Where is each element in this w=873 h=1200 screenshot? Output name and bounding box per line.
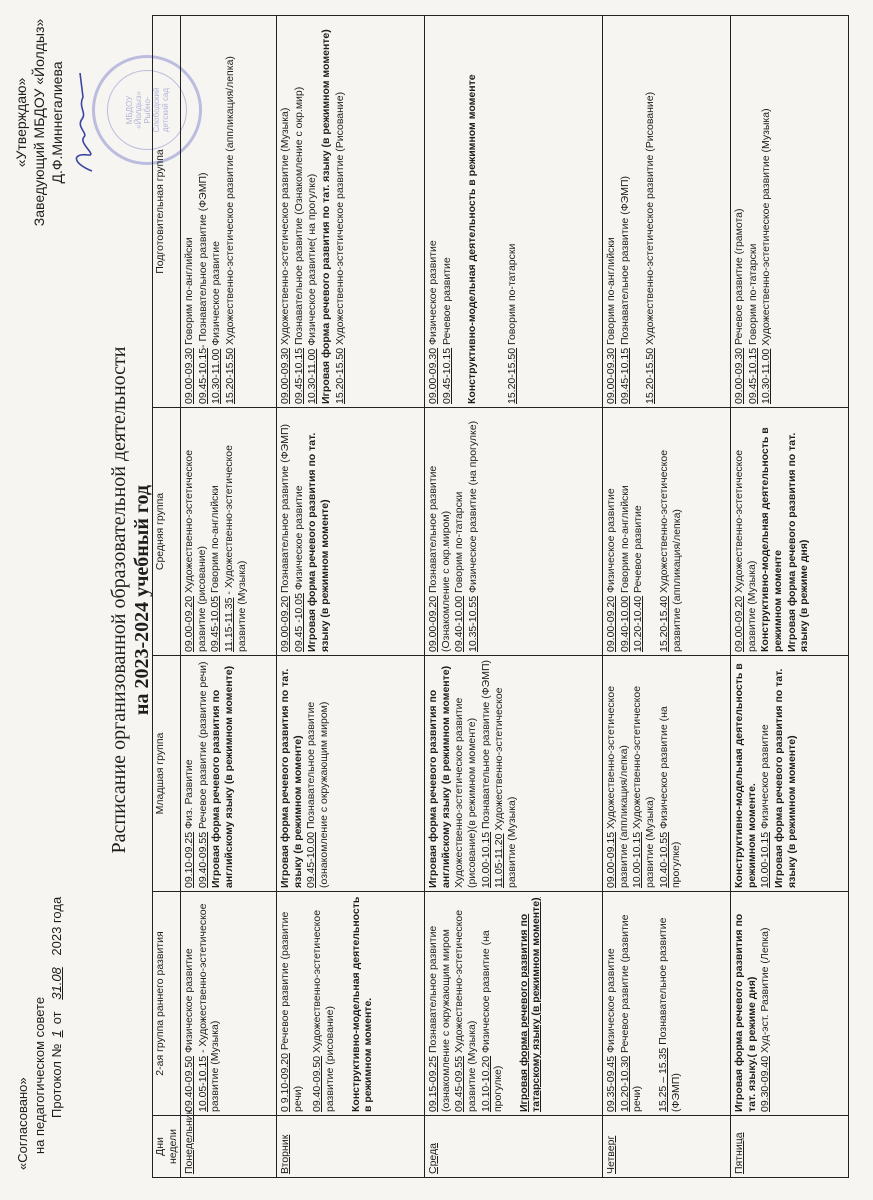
- table-row: [181, 16, 277, 1178]
- schedule-entry: 09.45-10.15 Познавательное развитие (Ознакомление с окр.мир): [292, 86, 305, 404]
- schedule-entry: 10.30-11.00 Физическое развитие: [210, 241, 223, 404]
- schedule-entry: 09.00-09.20 Художественно-эстетическое развитие (рисование): [183, 449, 208, 652]
- schedule-entry: 09.30-09.40 Худ-эст. Развитие (Лепка): [759, 927, 772, 1112]
- schedule-entry: 09.00-09.15 Художественно-эстетическое развитие (аппликация/лепка): [605, 685, 630, 888]
- day-cell: Среда: [425, 1116, 603, 1178]
- prep-group-cell: [425, 16, 603, 408]
- schedule-entry: 10.30-11.00 Физическое развитие( на прогулке): [306, 173, 319, 404]
- approved-label: «Утверждаю»: [13, 77, 29, 168]
- middle-group-cell: [181, 408, 277, 656]
- day-cell: Пятница: [731, 1116, 849, 1178]
- prep-group-cell: [603, 16, 731, 408]
- schedule-entry: 15.20-15.50 Художественно-эстетическое развитие (аппликация/лепка): [223, 56, 236, 404]
- early-group-cell: [731, 892, 849, 1116]
- day-cell: Четверг: [603, 1116, 731, 1178]
- schedule-entry: 10.10-10.20 Физическое развитие (на прогулке): [479, 930, 505, 1112]
- junior-group-cell: [181, 656, 277, 892]
- schedule-entry: 09.45-10.15 Познавательное развитие (ФЭМП): [618, 175, 631, 404]
- agreement-block: [14, 897, 65, 1170]
- schedule-entry: 10.35-10.55 Физическое развитие (на прогулке): [466, 420, 479, 652]
- approval-block: [12, 10, 102, 235]
- schedule-entry: 15.20-15.50 Художественно-эстетическое развитие (Рисование): [644, 91, 657, 404]
- schedule-entry: 09.45-10.15 Говорим по-татарски: [746, 243, 759, 404]
- schedule-entry: 09.00-09.30 Речевое развитие (грамота): [733, 208, 746, 404]
- protocol-year: 2023 года: [49, 896, 64, 956]
- schedule-entry: 10.00-10.15 Физическое развитие: [759, 724, 772, 888]
- schedule-entry: Конструктивно-модельная деятельность в режимном моменте.: [349, 896, 375, 1112]
- schedule-entry: 09.40-09.50 Физическое развитие: [183, 948, 196, 1112]
- day-cell: Вторник: [277, 1116, 425, 1178]
- junior-group-cell: [425, 656, 603, 892]
- schedule-entry: Игровая форма речевого развития по татарскому языку (в режимном моменте): [517, 897, 543, 1112]
- schedule-entry: 09.00-09.30 Говорим по-английски: [605, 237, 618, 404]
- junior-group-cell: [603, 656, 731, 892]
- middle-group-cell: [425, 408, 603, 656]
- schedule-entry: 09.00-09.20 Художественно-эстетическое развитие (Музыка): [733, 449, 758, 652]
- middle-group-cell: [603, 408, 731, 656]
- schedule-entry: 0 9.10-09.20 Речевое развитие (развитие речи): [279, 911, 304, 1112]
- protocol-from: от: [49, 1011, 64, 1025]
- schedule-entry: 10.00-10.15 Познавательное развитие (ФЭМП): [479, 659, 492, 888]
- schedule-entry: Игровая форма речевого развития по тат. языку (в режимном моменте): [279, 668, 304, 888]
- middle-group-cell: [277, 408, 425, 656]
- schedule-entry: Игровая форма речевого развития по тат. языку.( в режиме дня): [733, 913, 758, 1112]
- protocol-prefix: Протокол №: [49, 1043, 64, 1118]
- title-line-2: на 2023-2024 учебный год: [131, 484, 153, 716]
- schedule-entry: Игровая форма речевого развития по тат. языку (в режимном моменте): [319, 29, 332, 404]
- protocol-number: 1: [49, 1030, 64, 1038]
- schedule-entry: 11.05-11.20 Художественно-эстетическое развитие (Музыка): [493, 687, 518, 888]
- schedule-entry: 09.00-09.30 Физическое развитие: [427, 240, 440, 404]
- schedule-entry: 09.45-10.05 Говорим по-английски: [209, 485, 222, 652]
- protocol-date: 31.08: [49, 967, 64, 1000]
- schedule-entry: 15.20-15.40 Художественно-эстетическое развитие (аппликация/лепка): [657, 449, 683, 652]
- prep-group-cell: [277, 16, 425, 408]
- head-name: Д.Ф.Миннегалиева: [49, 61, 65, 184]
- schedule-entry: 09.45-10.15- Познавательное развитие (ФЭМП): [196, 172, 209, 404]
- schedule-entry: Игровая форма речевого развития по тат. языку (в режимном моменте): [306, 432, 331, 652]
- table-row: [731, 16, 849, 1178]
- schedule-entry: 15.25 – 15.35 Познавательное развитие (ФЭМП): [656, 917, 682, 1112]
- schedule-entry: 09.10-09.25 Физ. Развитие: [183, 759, 196, 888]
- schedule-entry: 09.00-09.30 Художественно-эстетическое развитие (Музыка): [279, 107, 292, 404]
- head-title: Заведующий МБДОУ «Йолдыз»: [31, 18, 47, 227]
- schedule-entry: 09.45-10.00 Познавательное развитие (ознакомление с окружающим миром): [305, 701, 330, 888]
- early-group-cell: [425, 892, 603, 1116]
- schedule-entry: 09.45 -10.05 Физическое развитие: [292, 485, 305, 652]
- early-group-cell: [603, 892, 731, 1116]
- schedule-entry: 10.40-10.55 Физическое развитие (на прогулке): [657, 706, 683, 888]
- schedule-entry: 09.45-09.55 Художественно-эстетическое развитие (Музыка): [453, 909, 478, 1112]
- schedule-entry: Игровая форма речевого развития по тат. языку (в режимном моменте): [772, 668, 798, 888]
- agreed-label: «Согласовано»: [15, 1077, 30, 1170]
- table-row: [425, 16, 603, 1178]
- early-group-cell: [181, 892, 277, 1116]
- schedule-entry: Игровая форма речевого развития по тат. языку (в режиме дня): [785, 432, 811, 652]
- schedule-entry: 10.20-10.40 Речевое развитие: [632, 505, 645, 652]
- prep-group-cell: [181, 16, 277, 408]
- prep-group-cell: [731, 16, 849, 408]
- middle-group-cell: [731, 408, 849, 656]
- protocol-line: [48, 897, 65, 1170]
- schedule-entry: Игровая форма речевого развития по английскому языку (в режимном моменте): [427, 665, 452, 888]
- column-header: Дни недели: [153, 1116, 181, 1178]
- page-title: [108, 300, 154, 900]
- schedule-entry: 10.00-10.15 Художественно-эстетическое развитие (Музыка): [631, 685, 656, 888]
- schedule-entry: Художественно-эстетическое развитие (рисование)(в режимном моменте): [453, 697, 478, 888]
- schedule-entry: 09.00-09.20 Физическое развитие: [605, 488, 618, 652]
- council-label: на педагогическом совете: [32, 996, 47, 1154]
- day-cell: Понедельник: [181, 1116, 277, 1178]
- schedule-entry: 09.35-09.45 Физическое развитие: [605, 948, 618, 1112]
- schedule-entry: 09.40-09.55 Речевое развитие (развитие речи): [196, 661, 209, 888]
- schedule-entry: 09.40-10.00 Говорим по-английски: [618, 485, 631, 652]
- table-row: [603, 16, 731, 1178]
- title-line-1: Расписание организованной образовательной деятельности: [108, 346, 130, 854]
- schedule-entry: 15.20-15.50 Художественно-эстетическое развитие (Рисование): [333, 91, 346, 404]
- column-header: Подготовительная группа: [153, 16, 181, 408]
- schedule-entry: 09.00-09.30 Говорим по-английски: [183, 237, 196, 404]
- schedule-entry: 15.20-15.50 Говорим по-татарски: [505, 243, 518, 404]
- schedule-entry: Игровая форма речевого развития по английскому языку (в режимном моменте): [210, 665, 235, 888]
- schedule-entry: 09.00-09.20 Познавательное развитие (ФЭМП): [279, 423, 292, 652]
- junior-group-cell: [277, 656, 425, 892]
- table-row: [277, 16, 425, 1178]
- schedule-entry: 10.05-10.15 - Художественно-эстетическое развитие (Музыка): [196, 903, 222, 1112]
- schedule-entry: 09.15-09.25 Познавательное развитие (ознакомление с окружающим миром: [427, 925, 452, 1112]
- schedule-entry: 10.20-10.30 Речевое развитие (развитие речи): [618, 914, 644, 1112]
- schedule-entry: Конструктивно-модельная деятельность в режимном моменте.: [733, 663, 758, 888]
- schedule-entry: Конструктивно-модельная деятельность в режимном моменте: [466, 74, 479, 404]
- column-header: 2-ая группа раннего развития: [153, 892, 181, 1116]
- column-header: Средняя группа: [153, 408, 181, 656]
- schedule-table: [152, 15, 849, 1178]
- schedule-entry: 09.40-09.50 Художественно-эстетическое развитие (рисование): [311, 909, 336, 1112]
- table-header-row: [153, 16, 181, 1178]
- schedule-entry: Конструктивно-модельная деятельность в режимном моменте: [759, 427, 784, 652]
- schedule-entry: 11.15-11.35 - Художественно-эстетическое развитие (Музыка): [222, 445, 248, 652]
- schedule-entry: 09.00-09.20 Познавательное развитие (Ознакомление с окр.миром): [427, 465, 452, 652]
- early-group-cell: [277, 892, 425, 1116]
- stamp-icon: МБДОУ «Йолдыз» Рыбно-Слободский детский сад: [92, 55, 202, 165]
- junior-group-cell: [731, 656, 849, 892]
- schedule-entry: 09.45-10.15 Речевое развитие: [440, 257, 453, 404]
- schedule-entry: 09.40-10.00 Говорим по-татарски: [453, 491, 466, 652]
- schedule-entry: 10.30-11.00 Художественно-эстетическое развитие (Музыка): [760, 108, 773, 404]
- column-header: Младшая группа: [153, 656, 181, 892]
